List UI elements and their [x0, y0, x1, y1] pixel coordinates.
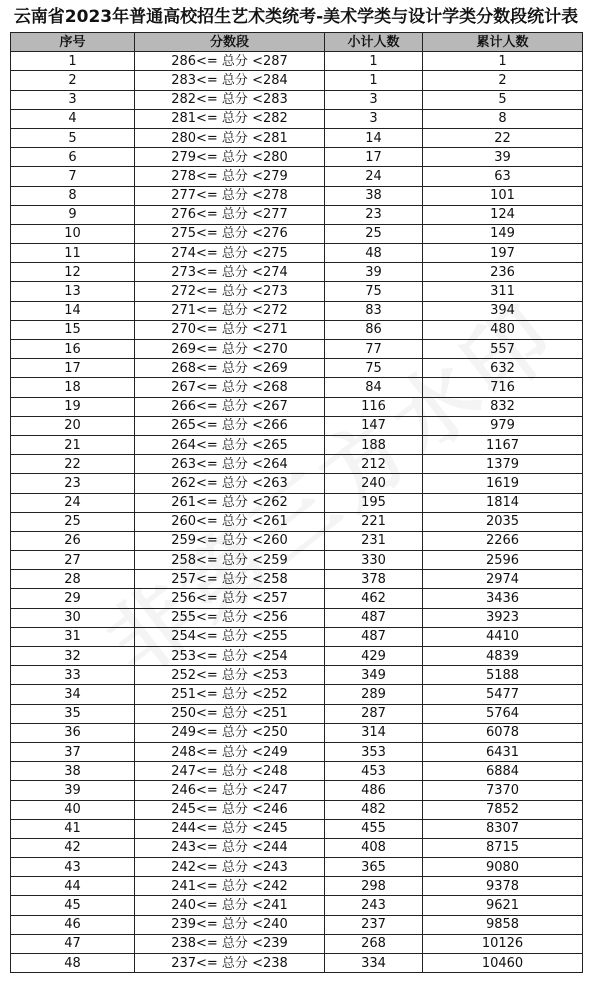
table-row	[11, 570, 583, 589]
table-row	[11, 90, 583, 109]
serial-number-cell: 17	[11, 359, 135, 378]
cumulative-count-cell: 832	[423, 397, 583, 416]
subtotal-count-cell: 84	[325, 378, 423, 397]
cumulative-count-cell: 4839	[423, 647, 583, 666]
serial-number-cell: 25	[11, 512, 135, 531]
serial-number-cell: 19	[11, 397, 135, 416]
serial-number-cell: 9	[11, 205, 135, 224]
cumulative-count-cell: 197	[423, 244, 583, 263]
subtotal-count-cell: 486	[325, 781, 423, 800]
cumulative-count-cell: 1379	[423, 455, 583, 474]
header-cumulative-count: 累计人数	[423, 33, 583, 52]
cumulative-count-cell: 9080	[423, 858, 583, 877]
subtotal-count-cell: 75	[325, 282, 423, 301]
table-row	[11, 148, 583, 167]
table-row	[11, 435, 583, 454]
serial-number-cell: 6	[11, 148, 135, 167]
serial-number-cell: 48	[11, 954, 135, 973]
cumulative-count-cell: 9378	[423, 877, 583, 896]
table-row	[11, 205, 583, 224]
score-range-cell: 244<= 总分 <245	[135, 819, 325, 838]
serial-number-cell: 27	[11, 551, 135, 570]
score-range-cell: 258<= 总分 <259	[135, 551, 325, 570]
serial-number-cell: 40	[11, 800, 135, 819]
subtotal-count-cell: 330	[325, 551, 423, 570]
score-range-cell: 267<= 总分 <268	[135, 378, 325, 397]
serial-number-cell: 4	[11, 109, 135, 128]
score-range-cell: 278<= 总分 <279	[135, 167, 325, 186]
score-range-cell: 255<= 总分 <256	[135, 608, 325, 627]
cumulative-count-cell: 2266	[423, 531, 583, 550]
table-row	[11, 474, 583, 493]
table-row	[11, 224, 583, 243]
table-row	[11, 109, 583, 128]
table-row	[11, 896, 583, 915]
table-row	[11, 263, 583, 282]
serial-number-cell: 1	[11, 52, 135, 71]
serial-number-cell: 13	[11, 282, 135, 301]
cumulative-count-cell: 8	[423, 109, 583, 128]
serial-number-cell: 7	[11, 167, 135, 186]
serial-number-cell: 21	[11, 435, 135, 454]
score-range-cell: 269<= 总分 <270	[135, 340, 325, 359]
serial-number-cell: 34	[11, 685, 135, 704]
serial-number-cell: 12	[11, 263, 135, 282]
serial-number-cell: 3	[11, 90, 135, 109]
score-range-cell: 272<= 总分 <273	[135, 282, 325, 301]
subtotal-count-cell: 25	[325, 224, 423, 243]
table-row	[11, 378, 583, 397]
subtotal-count-cell: 195	[325, 493, 423, 512]
score-range-cell: 250<= 总分 <251	[135, 704, 325, 723]
subtotal-count-cell: 287	[325, 704, 423, 723]
score-range-cell: 279<= 总分 <280	[135, 148, 325, 167]
table-row	[11, 627, 583, 646]
cumulative-count-cell: 1814	[423, 493, 583, 512]
score-range-cell: 266<= 总分 <267	[135, 397, 325, 416]
score-range-cell: 260<= 总分 <261	[135, 512, 325, 531]
table-row	[11, 282, 583, 301]
table-row	[11, 416, 583, 435]
score-range-cell: 270<= 总分 <271	[135, 320, 325, 339]
score-range-cell: 252<= 总分 <253	[135, 666, 325, 685]
table-row	[11, 551, 583, 570]
cumulative-count-cell: 1	[423, 52, 583, 71]
serial-number-cell: 38	[11, 762, 135, 781]
cumulative-count-cell: 8307	[423, 819, 583, 838]
serial-number-cell: 47	[11, 934, 135, 953]
cumulative-count-cell: 236	[423, 263, 583, 282]
serial-number-cell: 2	[11, 71, 135, 90]
subtotal-count-cell: 243	[325, 896, 423, 915]
table-row	[11, 52, 583, 71]
subtotal-count-cell: 188	[325, 435, 423, 454]
table-row	[11, 723, 583, 742]
table-row	[11, 512, 583, 531]
cumulative-count-cell: 9621	[423, 896, 583, 915]
table-row	[11, 858, 583, 877]
subtotal-count-cell: 314	[325, 723, 423, 742]
serial-number-cell: 30	[11, 608, 135, 627]
cumulative-count-cell: 3436	[423, 589, 583, 608]
cumulative-count-cell: 5	[423, 90, 583, 109]
score-range-cell: 281<= 总分 <282	[135, 109, 325, 128]
table-row	[11, 704, 583, 723]
subtotal-count-cell: 462	[325, 589, 423, 608]
subtotal-count-cell: 77	[325, 340, 423, 359]
serial-number-cell: 20	[11, 416, 135, 435]
subtotal-count-cell: 3	[325, 109, 423, 128]
serial-number-cell: 32	[11, 647, 135, 666]
score-range-cell: 243<= 总分 <244	[135, 838, 325, 857]
serial-number-cell: 24	[11, 493, 135, 512]
cumulative-count-cell: 39	[423, 148, 583, 167]
subtotal-count-cell: 455	[325, 819, 423, 838]
table-row	[11, 954, 583, 973]
table-row	[11, 455, 583, 474]
cumulative-count-cell: 149	[423, 224, 583, 243]
serial-number-cell: 41	[11, 819, 135, 838]
table-row	[11, 877, 583, 896]
table-row	[11, 167, 583, 186]
score-range-cell: 277<= 总分 <278	[135, 186, 325, 205]
serial-number-cell: 16	[11, 340, 135, 359]
serial-number-cell: 11	[11, 244, 135, 263]
score-range-cell: 286<= 总分 <287	[135, 52, 325, 71]
table-row	[11, 800, 583, 819]
score-range-cell: 280<= 总分 <281	[135, 128, 325, 147]
score-range-cell: 247<= 总分 <248	[135, 762, 325, 781]
cumulative-count-cell: 3923	[423, 608, 583, 627]
table-row	[11, 666, 583, 685]
subtotal-count-cell: 231	[325, 531, 423, 550]
score-range-cell: 253<= 总分 <254	[135, 647, 325, 666]
score-range-cell: 262<= 总分 <263	[135, 474, 325, 493]
cumulative-count-cell: 6431	[423, 742, 583, 761]
table-row	[11, 685, 583, 704]
serial-number-cell: 23	[11, 474, 135, 493]
subtotal-count-cell: 116	[325, 397, 423, 416]
table-row	[11, 742, 583, 761]
serial-number-cell: 26	[11, 531, 135, 550]
subtotal-count-cell: 349	[325, 666, 423, 685]
serial-number-cell: 28	[11, 570, 135, 589]
table-row	[11, 762, 583, 781]
score-range-cell: 271<= 总分 <272	[135, 301, 325, 320]
score-range-cell: 276<= 总分 <277	[135, 205, 325, 224]
table-row	[11, 781, 583, 800]
table-row	[11, 340, 583, 359]
header-score-range: 分数段	[135, 33, 325, 52]
cumulative-count-cell: 394	[423, 301, 583, 320]
score-range-cell: 237<= 总分 <238	[135, 954, 325, 973]
subtotal-count-cell: 429	[325, 647, 423, 666]
cumulative-count-cell: 9858	[423, 915, 583, 934]
serial-number-cell: 5	[11, 128, 135, 147]
serial-number-cell: 43	[11, 858, 135, 877]
subtotal-count-cell: 83	[325, 301, 423, 320]
cumulative-count-cell: 2	[423, 71, 583, 90]
table-row	[11, 301, 583, 320]
serial-number-cell: 15	[11, 320, 135, 339]
subtotal-count-cell: 378	[325, 570, 423, 589]
serial-number-cell: 45	[11, 896, 135, 915]
cumulative-count-cell: 63	[423, 167, 583, 186]
table-row	[11, 244, 583, 263]
score-range-cell: 264<= 总分 <265	[135, 435, 325, 454]
cumulative-count-cell: 2974	[423, 570, 583, 589]
subtotal-count-cell: 237	[325, 915, 423, 934]
cumulative-count-cell: 6884	[423, 762, 583, 781]
subtotal-count-cell: 408	[325, 838, 423, 857]
subtotal-count-cell: 23	[325, 205, 423, 224]
table-row	[11, 359, 583, 378]
score-range-cell: 282<= 总分 <283	[135, 90, 325, 109]
subtotal-count-cell: 1	[325, 71, 423, 90]
subtotal-count-cell: 38	[325, 186, 423, 205]
cumulative-count-cell: 124	[423, 205, 583, 224]
table-row	[11, 915, 583, 934]
subtotal-count-cell: 39	[325, 263, 423, 282]
serial-number-cell: 42	[11, 838, 135, 857]
score-range-cell: 283<= 总分 <284	[135, 71, 325, 90]
serial-number-cell: 22	[11, 455, 135, 474]
serial-number-cell: 14	[11, 301, 135, 320]
score-range-cell: 239<= 总分 <240	[135, 915, 325, 934]
subtotal-count-cell: 298	[325, 877, 423, 896]
serial-number-cell: 33	[11, 666, 135, 685]
score-range-cell: 248<= 总分 <249	[135, 742, 325, 761]
score-range-cell: 265<= 总分 <266	[135, 416, 325, 435]
subtotal-count-cell: 17	[325, 148, 423, 167]
score-range-cell: 249<= 总分 <250	[135, 723, 325, 742]
score-range-cell: 259<= 总分 <260	[135, 531, 325, 550]
score-range-cell: 241<= 总分 <242	[135, 877, 325, 896]
table-row	[11, 838, 583, 857]
table-row	[11, 397, 583, 416]
subtotal-count-cell: 334	[325, 954, 423, 973]
score-distribution-table	[10, 32, 583, 973]
serial-number-cell: 10	[11, 224, 135, 243]
cumulative-count-cell: 2596	[423, 551, 583, 570]
table-row	[11, 493, 583, 512]
serial-number-cell: 8	[11, 186, 135, 205]
cumulative-count-cell: 5477	[423, 685, 583, 704]
subtotal-count-cell: 1	[325, 52, 423, 71]
table-row	[11, 531, 583, 550]
header-serial-number: 序号	[11, 33, 135, 52]
cumulative-count-cell: 10460	[423, 954, 583, 973]
serial-number-cell: 36	[11, 723, 135, 742]
serial-number-cell: 44	[11, 877, 135, 896]
subtotal-count-cell: 487	[325, 627, 423, 646]
cumulative-count-cell: 716	[423, 378, 583, 397]
score-range-cell: 273<= 总分 <274	[135, 263, 325, 282]
cumulative-count-cell: 2035	[423, 512, 583, 531]
cumulative-count-cell: 6078	[423, 723, 583, 742]
subtotal-count-cell: 453	[325, 762, 423, 781]
subtotal-count-cell: 212	[325, 455, 423, 474]
score-range-cell: 274<= 总分 <275	[135, 244, 325, 263]
score-range-cell: 251<= 总分 <252	[135, 685, 325, 704]
table-row	[11, 819, 583, 838]
score-range-cell: 263<= 总分 <264	[135, 455, 325, 474]
cumulative-count-cell: 632	[423, 359, 583, 378]
cumulative-count-cell: 311	[423, 282, 583, 301]
cumulative-count-cell: 1167	[423, 435, 583, 454]
serial-number-cell: 46	[11, 915, 135, 934]
table-header-row	[11, 33, 583, 52]
cumulative-count-cell: 8715	[423, 838, 583, 857]
subtotal-count-cell: 353	[325, 742, 423, 761]
table-row	[11, 186, 583, 205]
cumulative-count-cell: 101	[423, 186, 583, 205]
score-range-cell: 257<= 总分 <258	[135, 570, 325, 589]
cumulative-count-cell: 557	[423, 340, 583, 359]
subtotal-count-cell: 240	[325, 474, 423, 493]
cumulative-count-cell: 4410	[423, 627, 583, 646]
score-range-cell: 242<= 总分 <243	[135, 858, 325, 877]
subtotal-count-cell: 147	[325, 416, 423, 435]
subtotal-count-cell: 487	[325, 608, 423, 627]
subtotal-count-cell: 221	[325, 512, 423, 531]
table-row	[11, 320, 583, 339]
serial-number-cell: 31	[11, 627, 135, 646]
cumulative-count-cell: 480	[423, 320, 583, 339]
cumulative-count-cell: 22	[423, 128, 583, 147]
subtotal-count-cell: 75	[325, 359, 423, 378]
cumulative-count-cell: 10126	[423, 934, 583, 953]
cumulative-count-cell: 1619	[423, 474, 583, 493]
table-body	[11, 52, 583, 973]
serial-number-cell: 35	[11, 704, 135, 723]
table-row	[11, 647, 583, 666]
subtotal-count-cell: 48	[325, 244, 423, 263]
subtotal-count-cell: 3	[325, 90, 423, 109]
cumulative-count-cell: 5188	[423, 666, 583, 685]
score-range-cell: 275<= 总分 <276	[135, 224, 325, 243]
subtotal-count-cell: 24	[325, 167, 423, 186]
score-range-cell: 238<= 总分 <239	[135, 934, 325, 953]
score-range-cell: 261<= 总分 <262	[135, 493, 325, 512]
score-range-cell: 268<= 总分 <269	[135, 359, 325, 378]
serial-number-cell: 37	[11, 742, 135, 761]
subtotal-count-cell: 86	[325, 320, 423, 339]
cumulative-count-cell: 7370	[423, 781, 583, 800]
score-range-cell: 240<= 总分 <241	[135, 896, 325, 915]
subtotal-count-cell: 268	[325, 934, 423, 953]
serial-number-cell: 18	[11, 378, 135, 397]
subtotal-count-cell: 14	[325, 128, 423, 147]
serial-number-cell: 39	[11, 781, 135, 800]
table-row	[11, 589, 583, 608]
page-title: 云南省2023年普通高校招生艺术类统考-美术学类与设计学类分数段统计表	[13, 7, 579, 27]
subtotal-count-cell: 482	[325, 800, 423, 819]
subtotal-count-cell: 289	[325, 685, 423, 704]
score-range-cell: 256<= 总分 <257	[135, 589, 325, 608]
subtotal-count-cell: 365	[325, 858, 423, 877]
score-range-cell: 245<= 总分 <246	[135, 800, 325, 819]
serial-number-cell: 29	[11, 589, 135, 608]
score-range-cell: 254<= 总分 <255	[135, 627, 325, 646]
cumulative-count-cell: 979	[423, 416, 583, 435]
cumulative-count-cell: 7852	[423, 800, 583, 819]
score-range-cell: 246<= 总分 <247	[135, 781, 325, 800]
table-row	[11, 608, 583, 627]
table-row	[11, 934, 583, 953]
table-row	[11, 71, 583, 90]
header-subtotal-count: 小计人数	[325, 33, 423, 52]
table-row	[11, 128, 583, 147]
cumulative-count-cell: 5764	[423, 704, 583, 723]
